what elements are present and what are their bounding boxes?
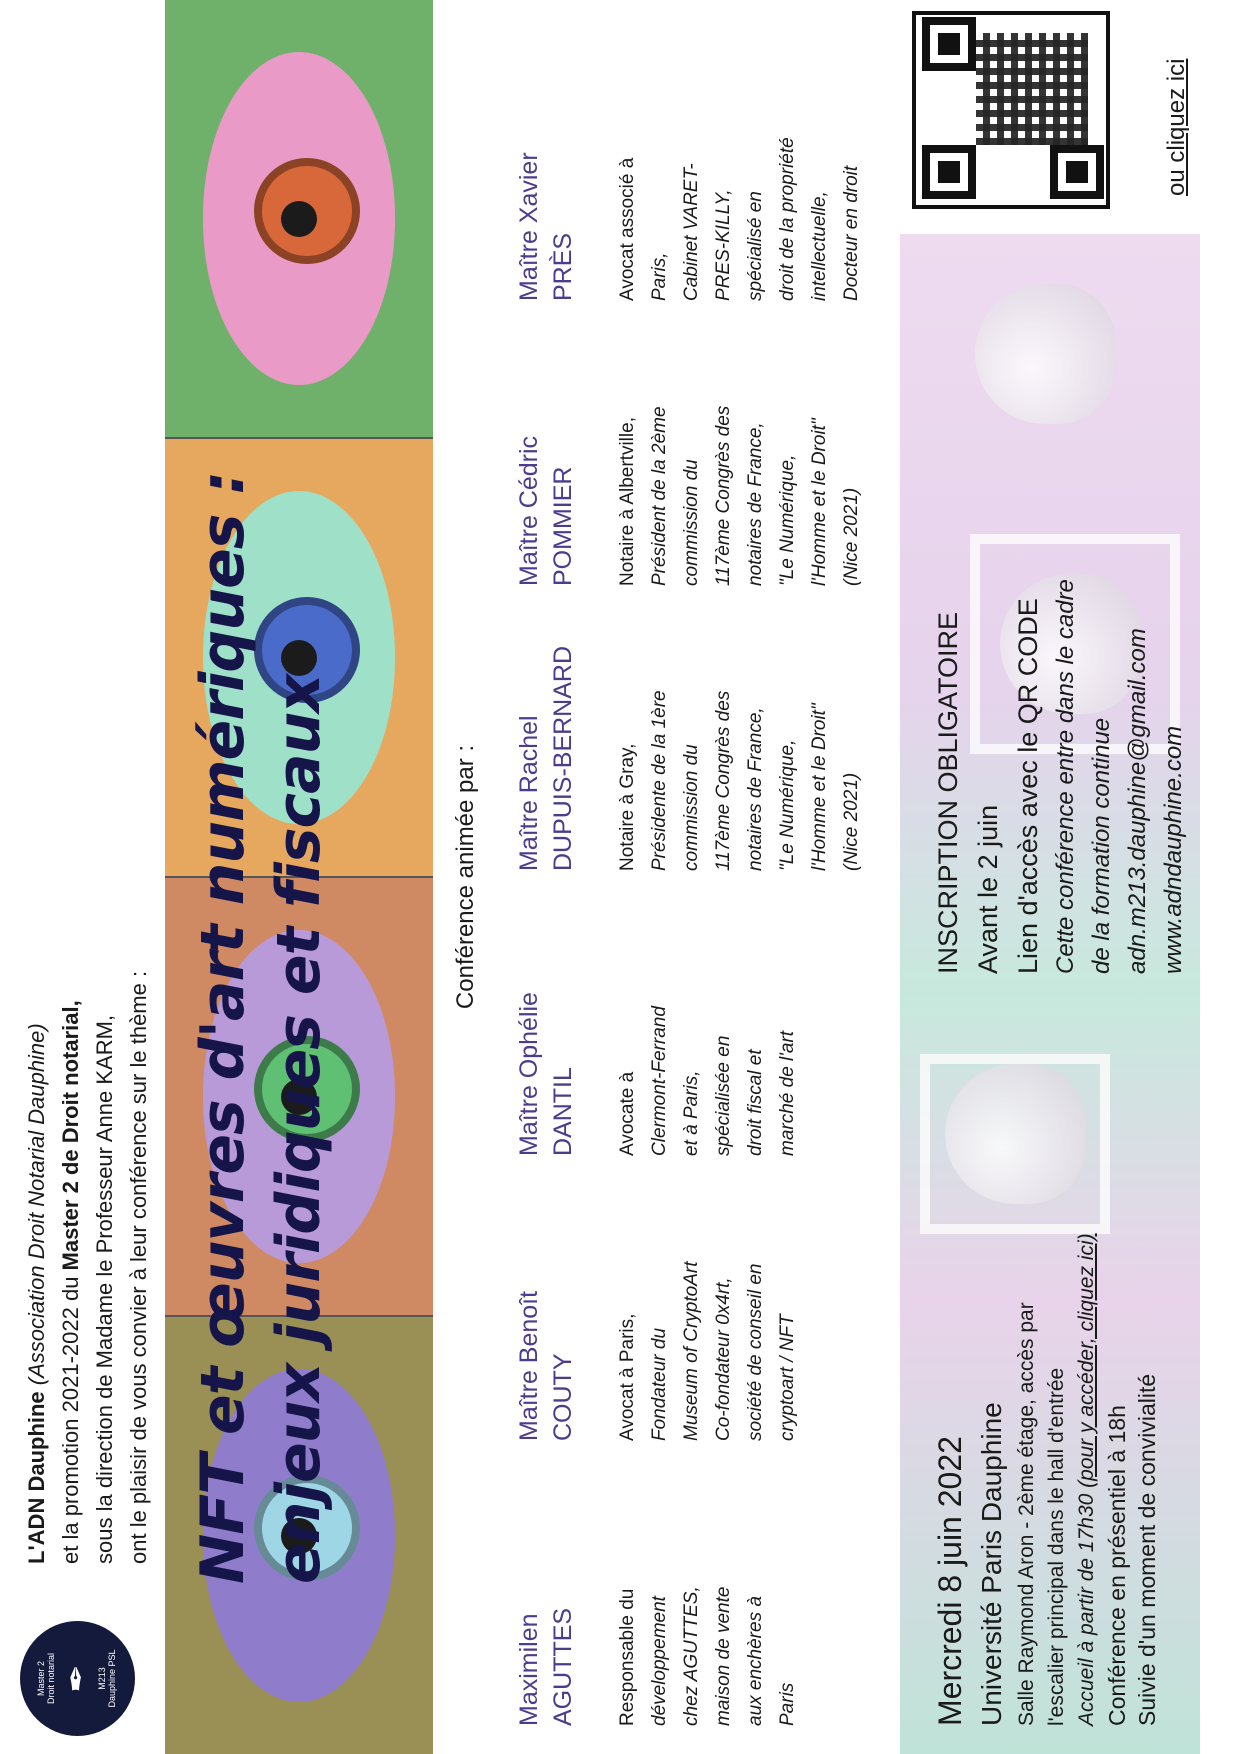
speaker-first-name: Maître Rachel	[515, 715, 543, 871]
speaker-bio-line: Clermont-Ferrand	[649, 1006, 670, 1156]
speaker-name	[512, 893, 580, 1156]
speaker-bio	[612, 1463, 804, 1726]
speaker-card	[512, 871, 868, 1156]
speaker-bio-line: Responsable du	[617, 1588, 638, 1726]
logo-line4: Dauphine PSL	[107, 1649, 118, 1708]
header-line2a: et la promotion 2021-2022 du	[58, 1276, 83, 1564]
speaker-bio-line: Paris,	[649, 252, 670, 301]
speaker-first-name: Maître Cédric	[515, 435, 543, 586]
speaker-name	[512, 1178, 580, 1441]
website-link[interactable]: www.adndauphine.com	[1160, 725, 1187, 974]
logo-mark-icon: ✒	[56, 1664, 97, 1693]
speaker-card	[512, 16, 868, 301]
title-line1: NFT et œuvres d'art numériques :	[188, 471, 258, 1584]
event-stairs: l'escalier principal dans le hall d'entrée	[1045, 1367, 1068, 1726]
logo-line1: Master 2	[36, 1661, 47, 1697]
org-name: L'ADN Dauphine	[24, 1391, 49, 1564]
speaker-bio-line: aux enchères à	[745, 1596, 766, 1726]
speaker-last-name: PRÈS	[549, 232, 577, 301]
event-details	[928, 1006, 1162, 1726]
event-welcome: Accueil à partir de 17h30	[1075, 1493, 1098, 1726]
speakers-list	[512, 16, 868, 1726]
speaker-name	[512, 323, 580, 586]
event-conference: Conférence en présentiel à 18h	[1104, 1405, 1130, 1726]
registration-deadline: Avant le 2 juin	[973, 804, 1003, 974]
speaker-bio-line: Avocat associé à	[617, 157, 638, 301]
speaker-card	[512, 301, 868, 586]
speaker-bio-line: Co-fondateur 0x4rt,	[713, 1277, 734, 1441]
speaker-bio-line: "Le Numérique,	[777, 739, 798, 871]
speaker-bio-line: intellectuelle,	[809, 191, 830, 301]
speaker-bio-line: droit fiscal et	[745, 1049, 766, 1156]
speaker-name	[512, 38, 580, 301]
speaker-bio-line: l'Homme et le Droit"	[809, 418, 830, 586]
logo-line2: Droit notarial	[45, 1652, 56, 1705]
speaker-bio	[612, 323, 868, 586]
speaker-bio-line: Notaire à Albertville,	[617, 417, 638, 586]
speaker-first-name: Maître Ophélie	[515, 992, 543, 1156]
speaker-bio-line: Paris	[777, 1682, 798, 1726]
speaker-bio-line: "Le Numérique,	[777, 454, 798, 586]
speaker-bio-line: droit de la propriété	[777, 137, 798, 301]
click-here-link[interactable]: ou cliquez ici	[1163, 58, 1190, 196]
speaker-bio-line: développement	[649, 1596, 670, 1726]
speaker-first-name: Maître Xavier	[515, 152, 543, 301]
speaker-bio-line: l'Homme et le Droit"	[809, 703, 830, 871]
main-title	[185, 84, 337, 1584]
speaker-bio-line: Avocate à	[617, 1071, 638, 1156]
header	[20, 214, 156, 1564]
event-room: Salle Raymond Aron - 2ème étage, accès par	[1015, 1302, 1038, 1726]
speaker-card	[512, 586, 868, 871]
org-fullname: (Association Droit Notarial Dauphine)	[24, 1023, 49, 1386]
speaker-bio	[612, 893, 804, 1156]
speaker-bio-line: société de conseil en	[745, 1263, 766, 1441]
registration-qr-text: Lien d'accès avec le QR CODE	[1013, 598, 1043, 974]
access-link[interactable]: (pour y accéder, cliquez ici)	[1075, 1233, 1098, 1488]
speaker-bio-line: notaires de France,	[745, 707, 766, 871]
speaker-bio-line: chez AGUTTES,	[681, 1586, 702, 1726]
speaker-bio	[612, 608, 868, 871]
speaker-bio-line: maison de vente	[713, 1586, 734, 1726]
speaker-bio-line: (Nice 2021)	[841, 487, 862, 586]
speaker-bio-line: (Nice 2021)	[841, 772, 862, 871]
speaker-card	[512, 1156, 868, 1441]
speaker-bio-line: cryptoart / NFT	[777, 1314, 798, 1441]
speaker-name	[512, 608, 580, 871]
speaker-bio-line: Notaire à Gray,	[617, 743, 638, 871]
speaker-bio-line: Cabinet VARET-	[681, 163, 702, 301]
speaker-bio	[612, 1178, 804, 1441]
speaker-first-name: Maximilen	[515, 1613, 543, 1726]
speaker-last-name: POMMIER	[549, 466, 577, 586]
speaker-first-name: Maître Benoît	[515, 1290, 543, 1441]
title-line2: enjeux juridiques et fiscaux	[264, 674, 334, 1584]
header-line3: sous la direction de Madame le Professeur Anne KARM,	[92, 1014, 117, 1564]
event-venue: Université Paris Dauphine	[976, 1402, 1007, 1726]
speaker-last-name: AGUTTES	[549, 1607, 577, 1726]
speaker-bio-line: Docteur en droit	[841, 165, 862, 301]
registration	[928, 254, 1192, 974]
speaker-bio-line: spécialisé en	[745, 191, 766, 301]
speaker-bio-line: Fondateur du	[649, 1327, 670, 1441]
speaker-bio-line: Présidente de la 1ère	[649, 690, 670, 871]
logo-line3: M213	[97, 1667, 108, 1690]
speaker-name	[512, 1463, 580, 1726]
event-date: Mercredi 8 juin 2022	[932, 1436, 968, 1726]
speaker-bio-line: spécialisée en	[713, 1035, 734, 1156]
qr-code[interactable]	[912, 11, 1110, 209]
speaker-bio-line: Museum of CryptoArt	[681, 1261, 702, 1441]
speaker-bio-line: commission du	[681, 744, 702, 871]
speakers-intro: Conférence animée par :	[452, 744, 479, 1010]
speaker-bio-line: Avocat à Paris,	[617, 1313, 638, 1441]
speaker-bio-line: commission du	[681, 459, 702, 586]
speaker-bio-line: et à Paris,	[681, 1070, 702, 1156]
speaker-bio-line: marché de l'art	[777, 1030, 798, 1156]
header-line4: ont le plaisir de vous convier à leur conférence sur le thème :	[126, 970, 151, 1564]
contact-email[interactable]: adn.m213.dauphine@gmail.com	[1124, 628, 1151, 974]
speaker-last-name: DANTIL	[549, 1067, 577, 1156]
speaker-last-name: COUTY	[549, 1353, 577, 1441]
event-after: Suivie d'un moment de convivialité	[1134, 1373, 1160, 1726]
speaker-bio-line: Président de la 2ème	[649, 406, 670, 586]
master-name: Master 2 de Droit notarial,	[58, 1000, 83, 1271]
logo	[20, 1621, 135, 1736]
speaker-last-name: DUPUIS-BERNARD	[549, 645, 577, 871]
speaker-bio-line: PRES-KILLY,	[713, 189, 734, 301]
speaker-bio-line: 117ème Congrès des	[713, 405, 734, 586]
registration-title: INSCRIPTION OBLIGATOIRE	[933, 611, 963, 974]
speaker-bio	[612, 38, 868, 301]
speaker-bio-line: 117ème Congrès des	[713, 690, 734, 871]
speaker-card	[512, 1441, 868, 1726]
speaker-bio-line: notaires de France,	[745, 422, 766, 586]
training-line1: Cette conférence entre dans le cadre	[1052, 579, 1079, 974]
training-line2: de la formation continue	[1088, 717, 1115, 974]
